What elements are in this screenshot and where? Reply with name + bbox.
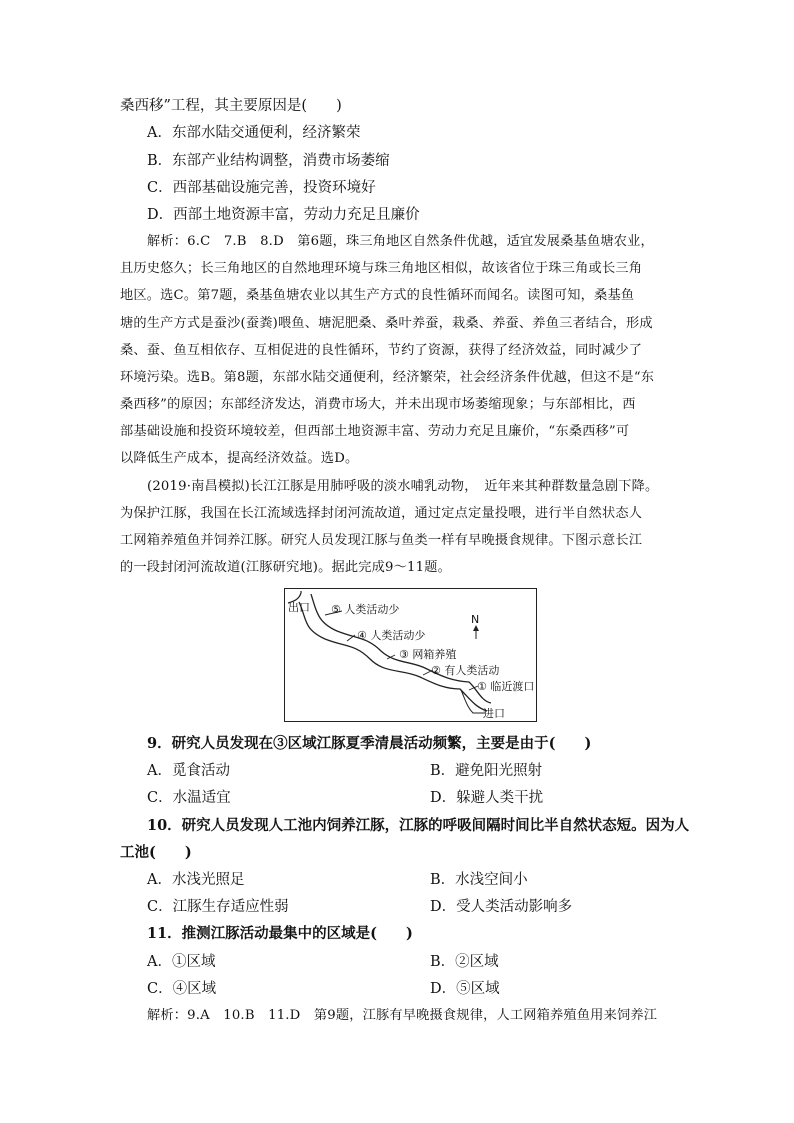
material-line-2: 为保护江豚，我国在长江流域选择封闭河流故道，通过定点定量投喂，进行半自然状态人 [120,506,643,521]
q11-option-a: A．①区域 [147,954,216,970]
map-zone-2-label: ② 有人类活动 [431,664,500,677]
q5-option-d: D．西部土地资源丰富，劳动力充足且廉价 [147,207,420,223]
q10-option-a: A．水浅光照足 [147,872,245,888]
analysis-1-line-2: 且历史悠久；长三角地区的自然地理环境与珠三角地区相似，故该省位于珠三角或长三角 [120,261,643,276]
question-10-stem: 10．研究人员发现人工池内饲养江豚，江豚的呼吸间隔时间比半自然状态短。因为人 [147,817,690,834]
analysis-1-line-4: 塘的生产方式是蚕沙(蚕粪)喂鱼、塘泥肥桑、桑叶养蚕，栽桑、养蚕、养鱼三者结合，形成 [120,316,653,331]
q5-option-b: B．东部产业结构调整，消费市场萎缩 [147,153,390,169]
q10-option-b: B．水浅空间小 [430,872,528,888]
q9-option-a: A．觅食活动 [147,763,230,779]
map-zone-4-label: ④ 人类活动少 [357,629,426,642]
question-10-stem-cont: 工池( ) [120,844,192,861]
map-zone-5-label: ⑤ 人类活动少 [331,603,400,616]
river-channel-map [284,588,537,722]
q10-option-d: D．受人类活动影响多 [430,899,573,915]
analysis-2-line-1: 解析：9.A 10.B 11.D 第9题，江豚有早晚摄食规律，人工网箱养殖鱼用来饲养江 [147,1008,658,1023]
q5-option-a: A．东部水陆交通便利，经济繁荣 [147,125,361,141]
q11-option-c: C．④区域 [147,981,217,997]
analysis-1-line-3: 地区。选C。第7题，桑基鱼塘农业以其生产方式的良性循环而闻名。读图可知，桑基鱼 [120,288,635,303]
question-5-stem-tail: 桑西移”工程，其主要原因是( ) [120,98,342,114]
material-line-4: 的一段封闭河流故道(江豚研究地)。据此完成9～11题。 [120,560,451,575]
q9-option-c: C．水温适宜 [147,790,231,806]
analysis-1-line-7: 桑西移”的原因；东部经济发达，消费市场大，并未出现市场萎缩现象；与东部相比，西 [120,397,636,412]
analysis-1-line-9: 以降低生产成本，提高经济效益。选D。 [120,451,359,466]
map-outlet-label: 出口 [288,601,310,614]
q5-option-c: C．西部基础设施完善，投资环境好 [147,180,376,196]
q11-option-b: B．②区域 [430,954,499,970]
analysis-1-line-5: 桑、蚕、鱼互相依存、互相促进的良性循环，节约了资源，获得了经济效益，同时减少了 [120,343,643,358]
analysis-1-line-1: 解析：6.C 7.B 8.D 第6题，珠三角地区自然条件优越，适宜发展桑基鱼塘农业， [147,234,654,249]
q11-option-d: D．⑤区域 [430,981,500,997]
material-line-1: (2019·南昌模拟)长江江豚是用肺呼吸的淡水哺乳动物， 近年来其种群数量急剧下降。 [147,479,659,494]
question-11-stem: 11．推测江豚活动最集中的区域是( ) [147,925,413,942]
map-north-label: N [471,613,480,626]
map-inlet-label: 进口 [483,707,505,720]
question-9-stem: 9．研究人员发现在③区域江豚夏季清晨活动频繁，主要是由于( ) [147,735,592,752]
map-zone-3-label: ③ 网箱养殖 [399,648,457,661]
q9-option-b: B．避免阳光照射 [430,763,543,779]
q9-option-d: D．躲避人类干扰 [430,790,544,806]
material-line-3: 工网箱养殖鱼并饲养江豚。研究人员发现江豚与鱼类一样有早晚摄食规律。下图示意长江 [120,533,643,548]
analysis-1-line-6: 环境污染。选B。第8题，东部水陆交通便利，经济繁荣，社会经济条件优越，但这不是“东 [120,370,655,385]
q10-option-c: C．江豚生存适应性弱 [147,899,289,915]
analysis-1-line-8: 部基础设施和投资环境较差，但西部土地资源丰富、劳动力充足且廉价，“东桑西移”可 [120,424,630,439]
map-zone-1-label: ① 临近渡口 [477,680,535,693]
